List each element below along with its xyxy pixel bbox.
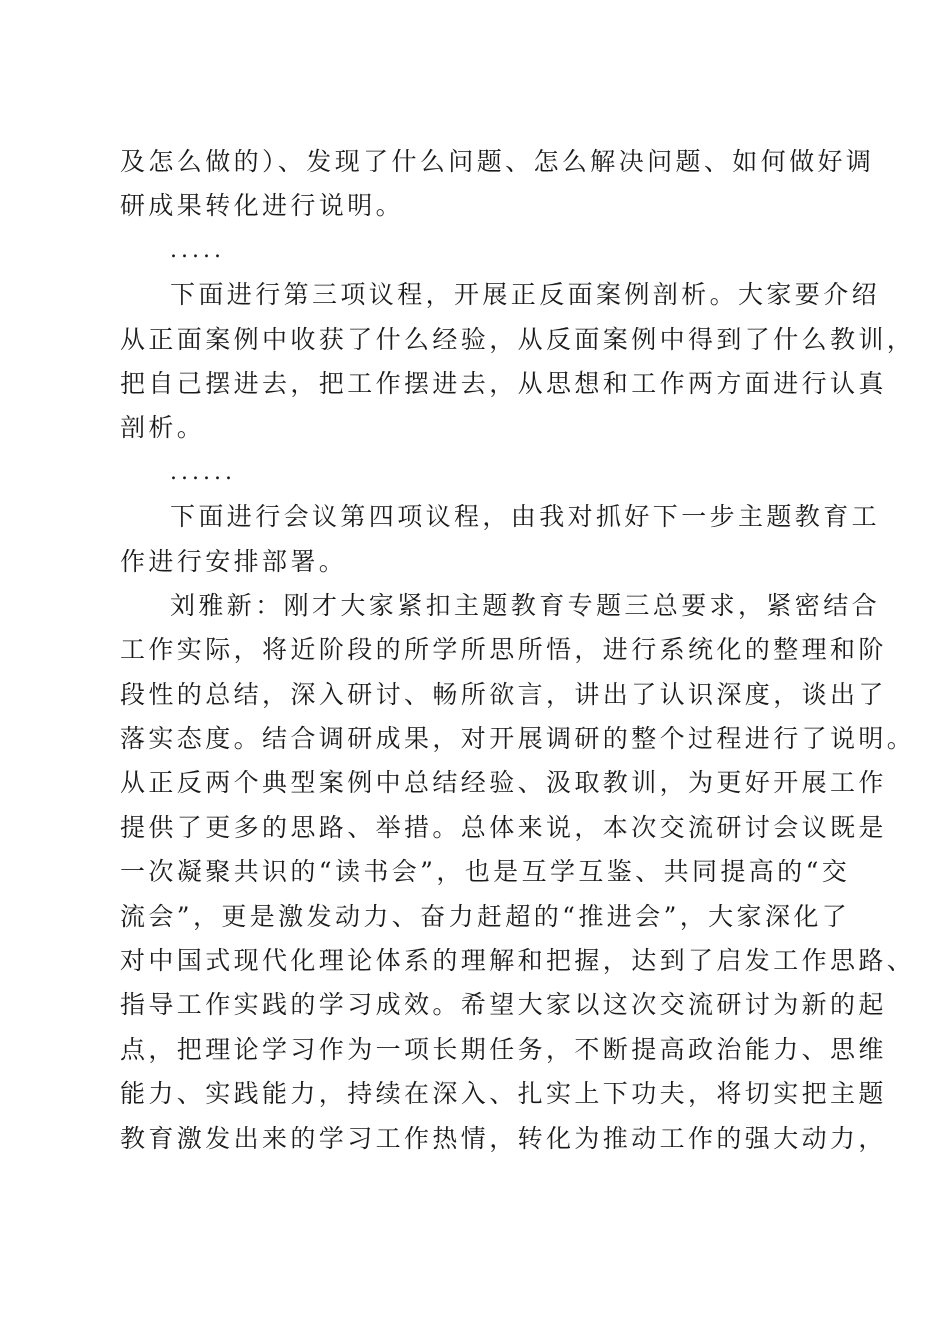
text-line: 及怎么做的）、发现了什么问题、怎么解决问题、如何做好调 bbox=[120, 147, 875, 176]
text-line: 从正面案例中收获了什么经验，从反面案例中得到了什么教训， bbox=[120, 324, 916, 354]
text-line: 从正反两个典型案例中总结经验、汲取教训，为更好开展工作 bbox=[120, 768, 887, 798]
ellipsis-line: ..... bbox=[170, 237, 225, 263]
text-line: 把自己摆进去，把工作摆进去，从思想和工作两方面进行认真 bbox=[120, 368, 887, 398]
document-body-text bbox=[120, 140, 916, 1161]
text-line: 研成果转化进行说明。 bbox=[120, 191, 405, 221]
text-line: 作进行安排部署。 bbox=[120, 546, 348, 576]
paragraph-start-line: 下面进行第三项议程，开展正反面案例剖析。大家要介绍 bbox=[170, 280, 881, 310]
ellipsis-line: ...... bbox=[170, 459, 236, 485]
text-line: 工作实际，将近阶段的所学所思所悟，进行系统化的整理和阶 bbox=[120, 635, 887, 665]
text-line: 指导工作实践的学习成效。希望大家以这次交流研讨为新的起 bbox=[120, 990, 887, 1020]
text-line: 剖析。 bbox=[120, 413, 206, 443]
text-line: 教育激发出来的学习工作热情，转化为推动工作的强大动力， bbox=[120, 1123, 887, 1153]
text-line: 提供了更多的思路、举措。总体来说，本次交流研讨会议既是 bbox=[120, 812, 887, 842]
paragraph-start-line: 下面进行会议第四项议程，由我对抓好下一步主题教育工 bbox=[170, 502, 881, 532]
text-line: 段性的总结，深入研讨、畅所欲言，讲出了认识深度，谈出了 bbox=[120, 679, 887, 709]
text-line: 流会”，更是激发动力、奋力赶超的“推进会”，大家深化了 bbox=[120, 901, 851, 931]
text-line: 落实态度。结合调研成果，对开展调研的整个过程进行了说明。 bbox=[120, 724, 916, 754]
text-line: 一次凝聚共识的“读书会”，也是互学互鉴、共同提高的“交 bbox=[120, 857, 851, 887]
paragraph-start-line: 刘雅新：刚才大家紧扣主题教育专题三总要求，紧密结合 bbox=[170, 590, 881, 620]
text-line: 能力、实践能力，持续在深入、扎实上下功夫，将切实把主题 bbox=[120, 1079, 887, 1109]
text-line: 点，把理论学习作为一项长期任务，不断提高政治能力、思维 bbox=[120, 1034, 887, 1064]
text-line: 对中国式现代化理论体系的理解和把握，达到了启发工作思路、 bbox=[120, 946, 916, 976]
